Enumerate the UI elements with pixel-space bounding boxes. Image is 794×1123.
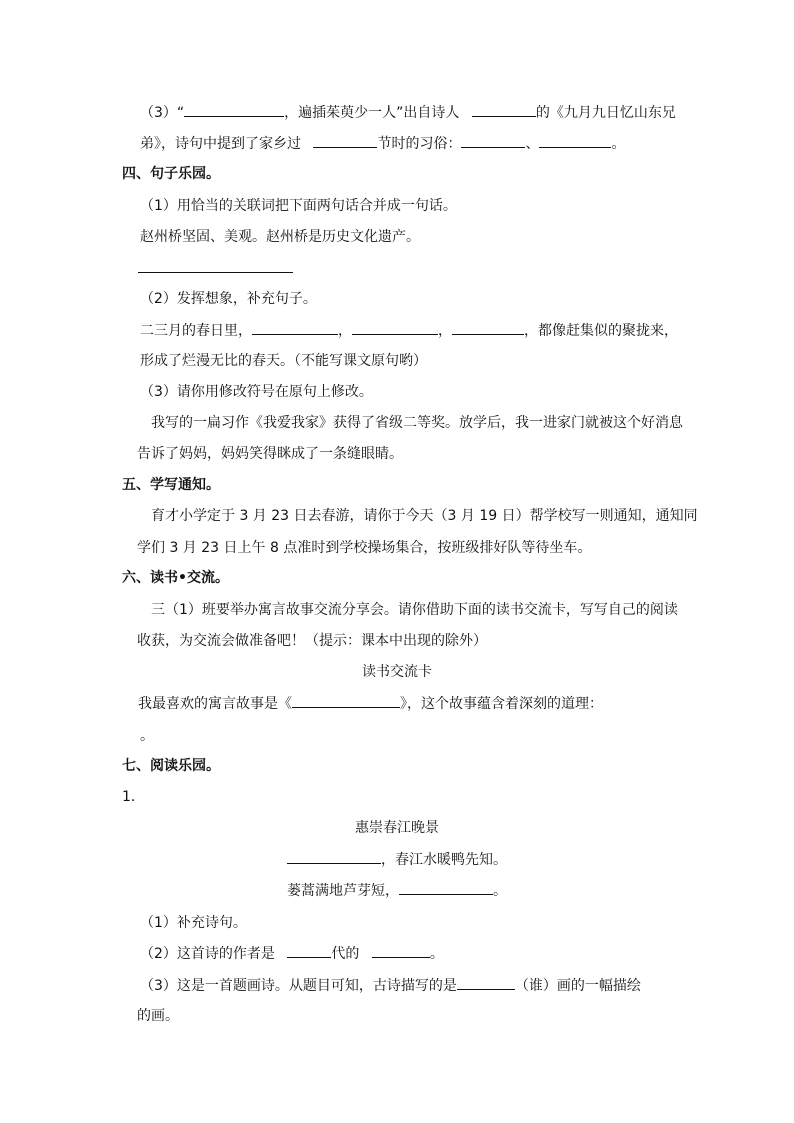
poem-title: 惠崇春江晚景 xyxy=(355,820,439,836)
q3-text-a: （3）“ xyxy=(140,105,185,121)
sec7-q3 xyxy=(140,976,641,996)
section-4-heading: 四、句子乐园。 xyxy=(122,166,220,182)
poem-line-2 xyxy=(0,881,794,901)
blank-dynasty[interactable] xyxy=(287,944,331,958)
poem-text-1: ，春江水暖鸭先知。 xyxy=(381,852,507,868)
sec4-q2: （2）发挥想象，补充句子。 xyxy=(140,291,317,307)
blank-poem-2[interactable] xyxy=(399,881,493,895)
q2-dynasty-text: 代的 xyxy=(331,946,360,962)
blank-spring-3[interactable] xyxy=(452,321,524,335)
q2-end: 。 xyxy=(429,946,444,962)
sec4-q3-line2: 告诉了妈妈，妈妈笑得眯成了一条缝眼睛。 xyxy=(137,446,403,462)
q3-text-d: 弟》，诗句中提到了家乡过 xyxy=(140,136,301,152)
sec5-line2: 学们 3 月 23 日上午 8 点准时到学校操场集合，按班级排好队等待坐车。 xyxy=(137,540,592,556)
q3-painting-text: （3）这是一首题画诗。从题目可知，古诗描写的是 xyxy=(140,978,457,994)
poem-line-1 xyxy=(0,850,794,870)
q3-text-f: 、 xyxy=(525,136,540,152)
sec4-q2-line1 xyxy=(140,321,678,341)
sec4-q1: （1）用恰当的关联词把下面两句话合并成一句话。 xyxy=(140,198,457,214)
poem-text-2: 蒌蒿满地芦芽短， xyxy=(287,883,399,899)
section-6-heading: 六、读书•交流。 xyxy=(122,570,229,586)
blank-custom-2[interactable] xyxy=(539,134,611,148)
sec4-q2-line2: 形成了烂漫无比的春天。（不能写课文原句哟） xyxy=(140,353,427,369)
blank-poet[interactable] xyxy=(472,103,536,117)
blank-painter[interactable] xyxy=(457,976,515,990)
answer-line[interactable] xyxy=(138,272,293,273)
blank-spring-1[interactable] xyxy=(252,321,338,335)
card-text-a: 我最喜欢的寓言故事是《 xyxy=(138,696,292,712)
blank-fable-title[interactable] xyxy=(292,694,400,708)
blank-custom-1[interactable] xyxy=(461,134,525,148)
q2-author-text: （2）这首诗的作者是 xyxy=(140,946,275,962)
sec7-q1: （1）补充诗句。 xyxy=(140,915,247,931)
reading-card-title: 读书交流卡 xyxy=(362,664,432,680)
sec7-q2 xyxy=(140,944,444,964)
blank-poem-1[interactable] xyxy=(287,850,381,864)
q2-sep-2: ， xyxy=(438,323,452,339)
card-text-b: 》，这个故事蕴含着深刻的道理： xyxy=(400,696,603,712)
sec5-line1: 育才小学定于 3 月 23 日去春游，请你于今天（3 月 19 日）帮学校写一则通知，通知同 xyxy=(151,508,698,524)
sec4-q3: （3）请你用修改符号在原句上修改。 xyxy=(140,384,373,400)
sec7-q3-line2: 的画。 xyxy=(137,1008,179,1024)
sec6-line1: 三（1）班要举办寓言故事交流分享会。请你借助下面的读书交流卡，写写自己的阅读 xyxy=(151,602,678,618)
sec6-line2: 收获，为交流会做准备吧！（提示：课本中出现的除外） xyxy=(137,633,487,649)
card-end-mark: 。 xyxy=(140,728,154,744)
reading-card-line xyxy=(138,694,603,714)
sec4-q3-line1: 我写的一扁习作《我爱我家》获得了省级二等奖。放学后，我一进家门就被这个好消息 xyxy=(151,415,683,431)
q3-text-g: 。 xyxy=(611,136,626,152)
q2-text-b: ，都像赶集似的聚拢来， xyxy=(524,323,678,339)
item-number: 1． xyxy=(122,789,145,805)
q3-text-e: 节时的习俗： xyxy=(377,136,462,152)
sec4-q1-text: 赵州桥坚固、美观。赵州桥是历史文化遗产。 xyxy=(140,229,420,245)
section-7-heading: 七、阅读乐园。 xyxy=(122,758,220,774)
blank-spring-2[interactable] xyxy=(352,321,438,335)
q2-sep-1: ， xyxy=(338,323,352,339)
q3-painting-text-b: （谁）画的一幅描绘 xyxy=(514,978,641,994)
blank-poem-line[interactable] xyxy=(184,103,284,117)
section-5-heading: 五、学写通知。 xyxy=(122,477,220,493)
q3-text-b: ，遍插茱萸少一人”出自诗人 xyxy=(284,105,460,121)
q3-line1 xyxy=(140,103,676,123)
poem-text-3: 。 xyxy=(493,883,507,899)
q2-text-a: 二三月的春日里， xyxy=(140,323,252,339)
blank-festival[interactable] xyxy=(313,134,377,148)
q3-line2 xyxy=(140,134,625,154)
q3-text-c: 的《九月九日忆山东兄 xyxy=(535,105,676,121)
blank-author[interactable] xyxy=(372,944,430,958)
